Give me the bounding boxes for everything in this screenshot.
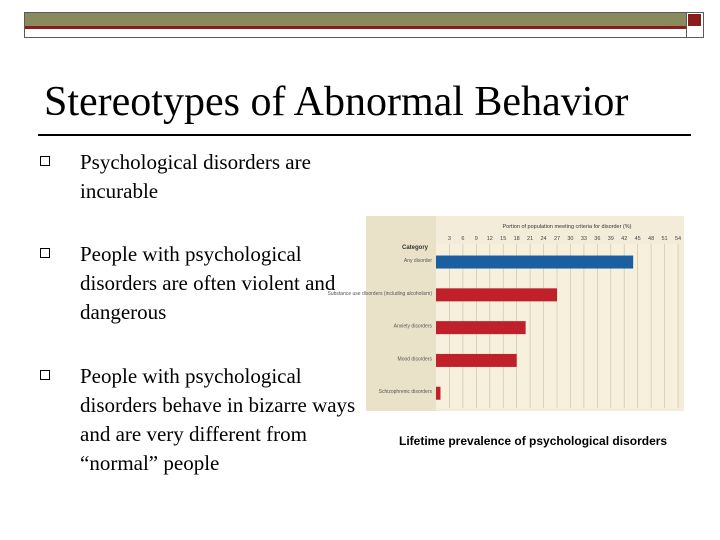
x-tick-label: 27 xyxy=(553,236,561,242)
x-tick-label: 12 xyxy=(486,236,493,242)
bullet-text: People with psychological disorders behave in bizarre ways and are very different from “normal” people xyxy=(80,364,356,475)
prevalence-chart xyxy=(327,216,684,411)
bar xyxy=(436,288,557,301)
top-bar-red-stripe xyxy=(25,26,686,29)
prevalence-chart-svg xyxy=(327,216,684,411)
top-bar-corner-red-square xyxy=(688,14,701,26)
category-header: Category xyxy=(402,245,429,251)
x-tick-label: 24 xyxy=(540,236,547,242)
bullet-item-violent xyxy=(36,240,366,327)
x-tick-label: 3 xyxy=(447,236,451,242)
x-tick-label: 36 xyxy=(594,236,601,242)
x-tick-label: 30 xyxy=(567,236,574,242)
x-tick-label: 45 xyxy=(634,236,641,242)
square-bullet-icon xyxy=(40,370,50,380)
bar xyxy=(436,387,440,400)
chart-caption: Lifetime prevalence of psychological disorders xyxy=(399,434,668,448)
bar xyxy=(436,321,526,334)
bar xyxy=(436,256,633,269)
bullet-text: Psychological disorders are incurable xyxy=(80,150,311,203)
chart-title: Portion of population meeting criteria for disorder (%) xyxy=(502,224,632,230)
bullet-text: People with psychological disorders are often violent and dangerous xyxy=(80,242,336,324)
x-tick-label: 21 xyxy=(527,236,534,242)
bullet-item-incurable xyxy=(36,148,366,206)
x-tick-label: 39 xyxy=(607,236,614,242)
bar xyxy=(436,354,517,367)
x-tick-label: 51 xyxy=(661,236,668,242)
x-tick-label: 42 xyxy=(621,236,628,242)
bullet-item-bizarre xyxy=(36,362,366,478)
category-label: Mood disorders xyxy=(397,356,432,363)
x-tick-label: 54 xyxy=(674,236,682,242)
x-tick-label: 6 xyxy=(461,236,465,242)
square-bullet-icon xyxy=(40,156,50,166)
x-tick-label: 33 xyxy=(580,236,587,242)
x-tick-label: 48 xyxy=(648,236,655,242)
category-label: Anxiety disorders xyxy=(393,323,432,330)
title-underline xyxy=(38,134,691,136)
top-decorative-bar xyxy=(24,12,704,38)
category-label: Substance use disorders (including alcoholism) xyxy=(327,290,432,297)
square-bullet-icon xyxy=(40,248,50,258)
top-bar-olive-band xyxy=(25,13,686,26)
x-tick-label: 15 xyxy=(500,236,507,242)
category-label: Any disorder xyxy=(403,258,432,265)
x-tick-label: 18 xyxy=(513,236,520,242)
top-bar-frame xyxy=(25,13,687,37)
slide-title: Stereotypes of Abnormal Behavior xyxy=(44,79,629,125)
top-bar-corner-box xyxy=(687,13,703,37)
x-tick-label: 9 xyxy=(474,236,478,242)
category-label: Schizophrenic disorders xyxy=(378,389,432,396)
